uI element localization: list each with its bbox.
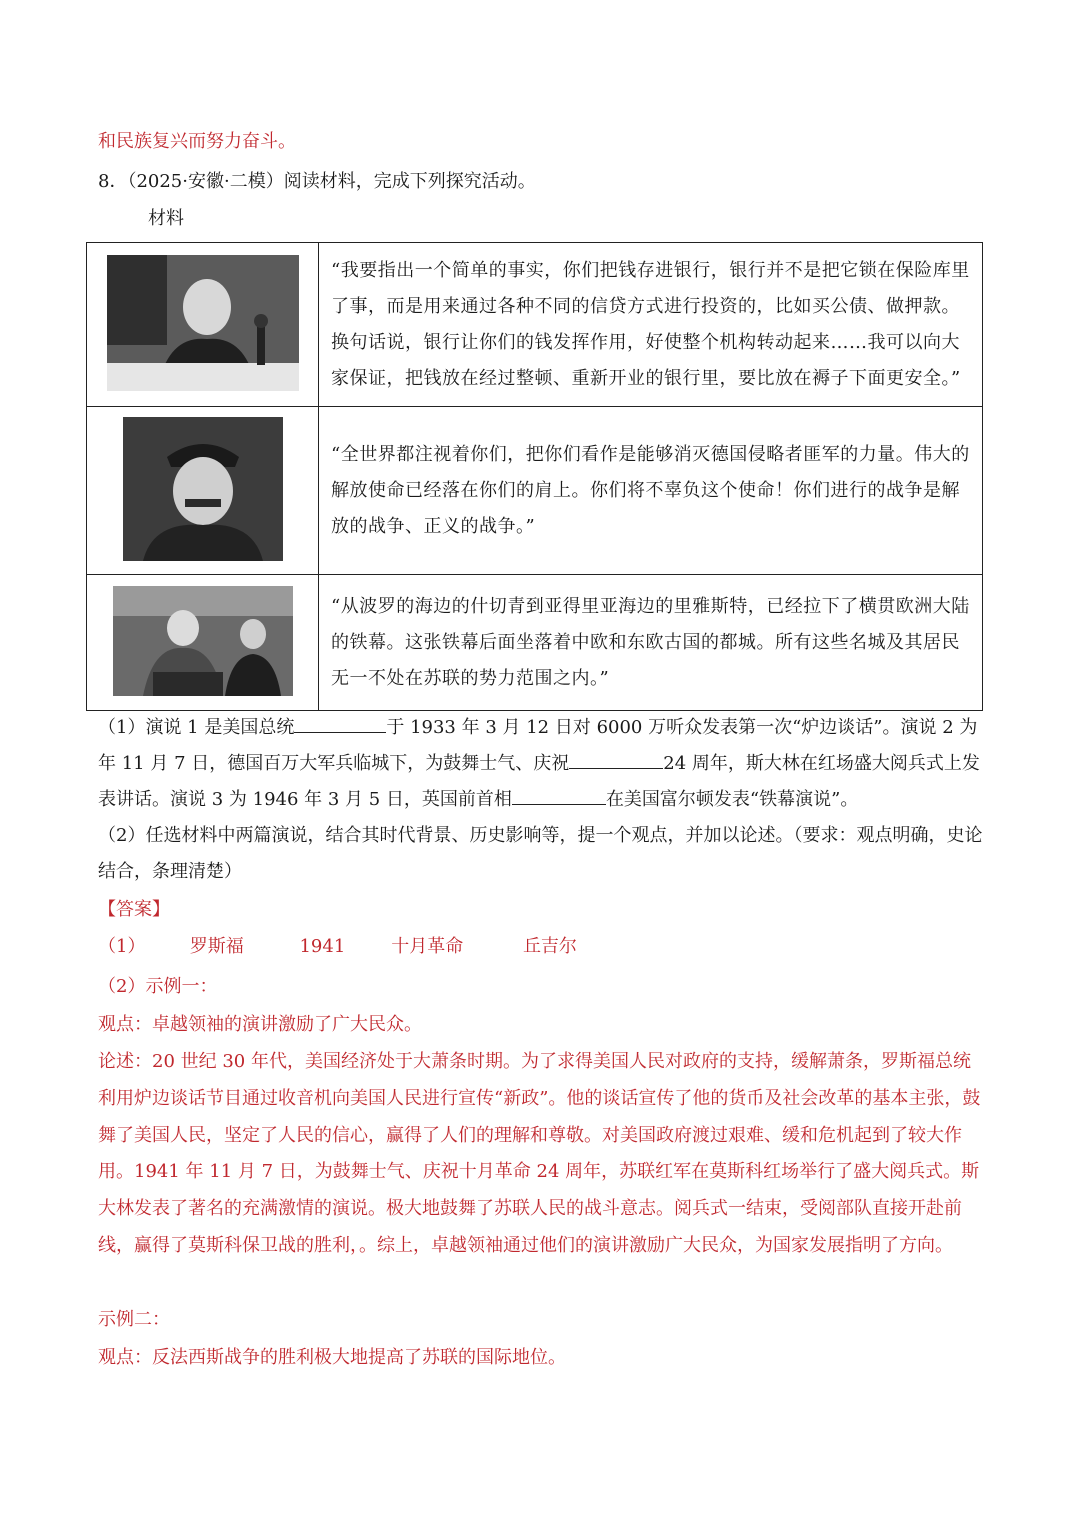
photo-cell [87, 575, 319, 711]
roosevelt-photo [107, 255, 299, 391]
answer-key-row [98, 932, 577, 958]
answer-header: 【答案】 [98, 899, 170, 920]
question-number: 8． [98, 171, 128, 192]
sub-question-2: （2）任选材料中两篇演说，结合其时代背景、历史影响等，提一个观点，并加以论述。（要求：观点明确，史论结合，条理清楚） [98, 825, 983, 882]
answer-blank-1 [294, 732, 386, 733]
answer-blank-3 [512, 804, 606, 805]
example-1-viewpoint: 观点：卓越领袖的演讲激励了广大民众。 [98, 1014, 422, 1035]
material-table [86, 242, 983, 711]
sub1-part1: （1）演说 1 是美国总统 [98, 717, 295, 738]
churchill-photo [113, 586, 293, 696]
example-1-label: （2）示例一： [98, 976, 218, 997]
continued-answer-line: 和民族复兴而努力奋斗。 [98, 131, 296, 152]
photo-cell [87, 243, 319, 407]
sub1-part4: 在美国富尔顿发表“铁幕演说”。 [605, 789, 859, 810]
answer-blank-2 [569, 768, 663, 769]
speech-row [87, 575, 983, 711]
answer-key-1: 罗斯福 [189, 936, 244, 957]
sub-question-1 [98, 710, 983, 818]
material-label: 材料 [148, 208, 184, 229]
example-2-label: 示例二： [98, 1309, 170, 1330]
speech-3-text: “从波罗的海边的什切青到亚得里亚海边的里雅斯特，已经拉下了横贯欧洲大陆的铁幕。这张铁幕后面坐落着中欧和东欧古国的都城。所有这些名城及其居民无一不处在苏联的势力范围之内。” [319, 575, 983, 711]
question-prompt: 阅读材料，完成下列探究活动。 [283, 171, 536, 192]
photo-cell [87, 407, 319, 575]
stalin-photo [123, 417, 283, 561]
speech-row [87, 243, 983, 407]
example-1-argument: 论述：20 世纪 30 年代，美国经济处于大萧条时期。为了求得美国人民对政府的支持，缓解萧条，罗斯福总统利用炉边谈话节目通过收音机向美国人民进行宣传“新政”。他的谈话宣传了他的货币及社会改革的基本主张，鼓舞了美国人民，坚定了人民的信心，赢得了人们的理解和尊敬。对美国政府渡过艰难、缓和危机起到了较大作用。1941 年 11 月 7 日，为鼓舞士气、庆祝十月革命 24 周年，苏联红军在莫斯科红场举行了盛大阅兵式。斯大林发表了著名的充满激情的演说。极大地鼓舞了苏联人民的战斗意志。阅兵式一结束，受阅部队直接开赴前线，赢得了莫斯科保卫战的胜利，。综上，卓越领袖通过他们的演讲激励广大民众，为国家发展指明了方向。 [98, 1051, 981, 1256]
sub1-part2: 于 1933 年 3 月 12 日对 6000 万听众发表第一次“炉边谈话”。演说 2 为年 11 月 7 日，德国百万大军兵临城下，为鼓舞士气、庆祝 [98, 717, 978, 774]
speech-row [87, 407, 983, 575]
question-source: （2025·安徽·二模） [127, 171, 284, 192]
sub1-part3: 24 周年，斯大林在红场盛大阅兵式上发表讲话。演说 3 为 1946 年 3 月 5 日，英国前首相 [98, 753, 980, 810]
answer-key-2: 1941 [299, 936, 346, 957]
example-2-viewpoint: 观点：反法西斯战争的胜利极大地提高了苏联的国际地位。 [98, 1347, 566, 1368]
question-heading [98, 170, 536, 194]
speech-1-text: “我要指出一个简单的事实，你们把钱存进银行，银行并不是把它锁在保险库里了事，而是用来通过各种不同的信贷方式进行投资的，比如买公债、做押款。换句话说，银行让你们的钱发挥作用，好使整个机构转动起来……我可以向大家保证，把钱放在经过整顿、重新开业的银行里，要比放在褥子下面更安全。” [319, 243, 983, 407]
answer-key-4: 丘吉尔 [522, 936, 577, 957]
speech-2-text: “全世界都注视着你们，把你们看作是能够消灭德国侵略者匪军的力量。伟大的解放使命已经落在你们的肩上。你们将不辜负这个使命！你们进行的战争是解放的战争、正义的战争。” [319, 407, 983, 575]
answer-key-prefix: （1） [98, 936, 146, 957]
answer-key-3: 十月革命 [391, 936, 464, 957]
